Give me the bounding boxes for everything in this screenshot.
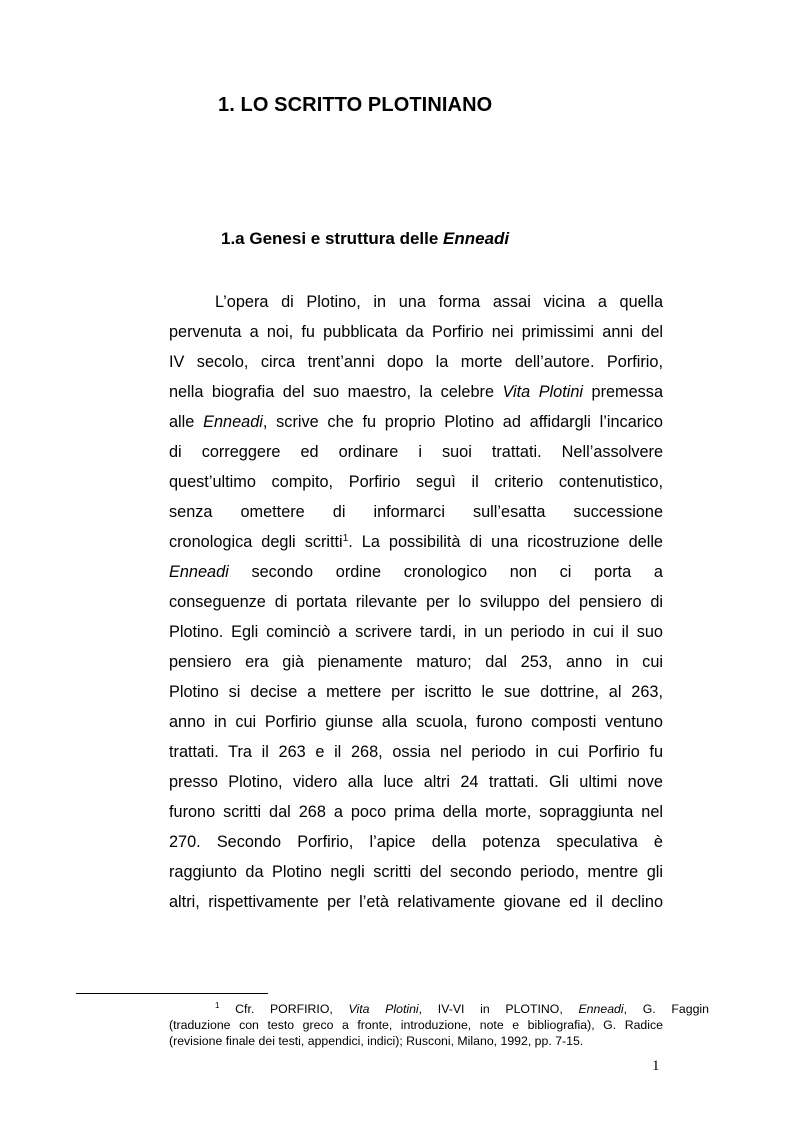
body-line: trattati. Tra il 263 e il 268, ossia nel periodo in cui Porfirio fu [169,743,663,761]
body-line: 270. Secondo Porfirio, l’apice della potenza speculativa è [169,833,663,851]
body-line: anno in cui Porfirio giunse alla scuola, furono composti ventuno [169,713,663,731]
body-text-span: cronologica degli scritti [169,533,343,551]
footnote-separator [76,993,268,994]
body-line: quest’ultimo compito, Porfirio seguì il criterio contenutistico, [169,473,663,491]
body-text-span: premessa [583,383,663,401]
footnote-text-span: , IV-VI in PLOTINO, [418,1002,579,1016]
body-line [169,557,663,587]
footnote-marker: 1 [215,1001,220,1010]
footnote-line [169,1001,709,1017]
body-line: furono scritti dal 268 a poco prima della morte, sopraggiunta nel [169,803,663,821]
footnote-reference[interactable]: 1 [342,533,349,544]
footnote-italic-span: Vita Plotini [348,1002,419,1016]
section-title [221,229,509,249]
body-text-span: , scrive che fu proprio Plotino ad affidargli l’incarico [262,413,663,431]
body-line [169,527,663,557]
body-line: presso Plotino, videro alla luce altri 24 trattati. Gli ultimi nove [169,773,663,791]
body-line: Plotino. Egli cominciò a scrivere tardi, in un periodo in cui il suo [169,623,663,641]
page-number: 1 [652,1058,660,1074]
body-line: pervenuta a noi, fu pubblicata da Porfirio nei primissimi anni del [169,323,663,341]
body-text-span: alle [169,413,204,431]
body-line: senza omettere di informarci sull’esatta successione [169,503,663,521]
body-text-span: nella biografia del suo maestro, la celebre [169,383,503,401]
footnote-line: (revisione finale dei testi, appendici, indici); Rusconi, Milano, 1992, pp. 7-15. [169,1034,584,1048]
footnote-line: (traduzione con testo greco a fronte, introduzione, note e bibliografia), G. Radice [169,1018,663,1032]
body-line: IV secolo, circa trent’anni dopo la morte dell’autore. Porfirio, [169,353,663,371]
body-line [169,407,663,437]
body-line: di correggere ed ordinare i suoi trattati. Nell’assolvere [169,443,663,461]
body-line: Plotino si decise a mettere per iscritto le sue dottrine, al 263, [169,683,663,701]
chapter-title: 1. LO SCRITTO PLOTINIANO [218,94,493,116]
body-line: conseguenze di portata rilevante per lo sviluppo del pensiero di [169,593,663,611]
body-line: pensiero era già pienamente maturo; dal 253, anno in cui [169,653,663,671]
body-italic-span: Vita Plotini [502,383,584,401]
body-line: L’opera di Plotino, in una forma assai vicina a quella [215,293,663,311]
body-text-span: . La possibilità di una ricostruzione delle [348,533,663,551]
footnote-italic-span: Enneadi [578,1002,624,1016]
footnote-text-span: Cfr. PORFIRIO, [219,1002,349,1016]
section-title-italic: Enneadi [443,229,510,248]
body-text-span: secondo ordine cronologico non ci porta a [228,563,663,581]
footnote-text-span: , G. Faggin [623,1002,709,1016]
body-line: altri, rispettivamente per l’età relativamente giovane ed il declino [169,893,663,911]
section-title-text: 1.a Genesi e struttura delle [221,229,444,248]
body-line: raggiunto da Plotino negli scritti del secondo periodo, mentre gli [169,863,663,881]
body-line [169,377,663,407]
body-italic-span: Enneadi [203,413,263,431]
body-italic-span: Enneadi [169,563,229,581]
